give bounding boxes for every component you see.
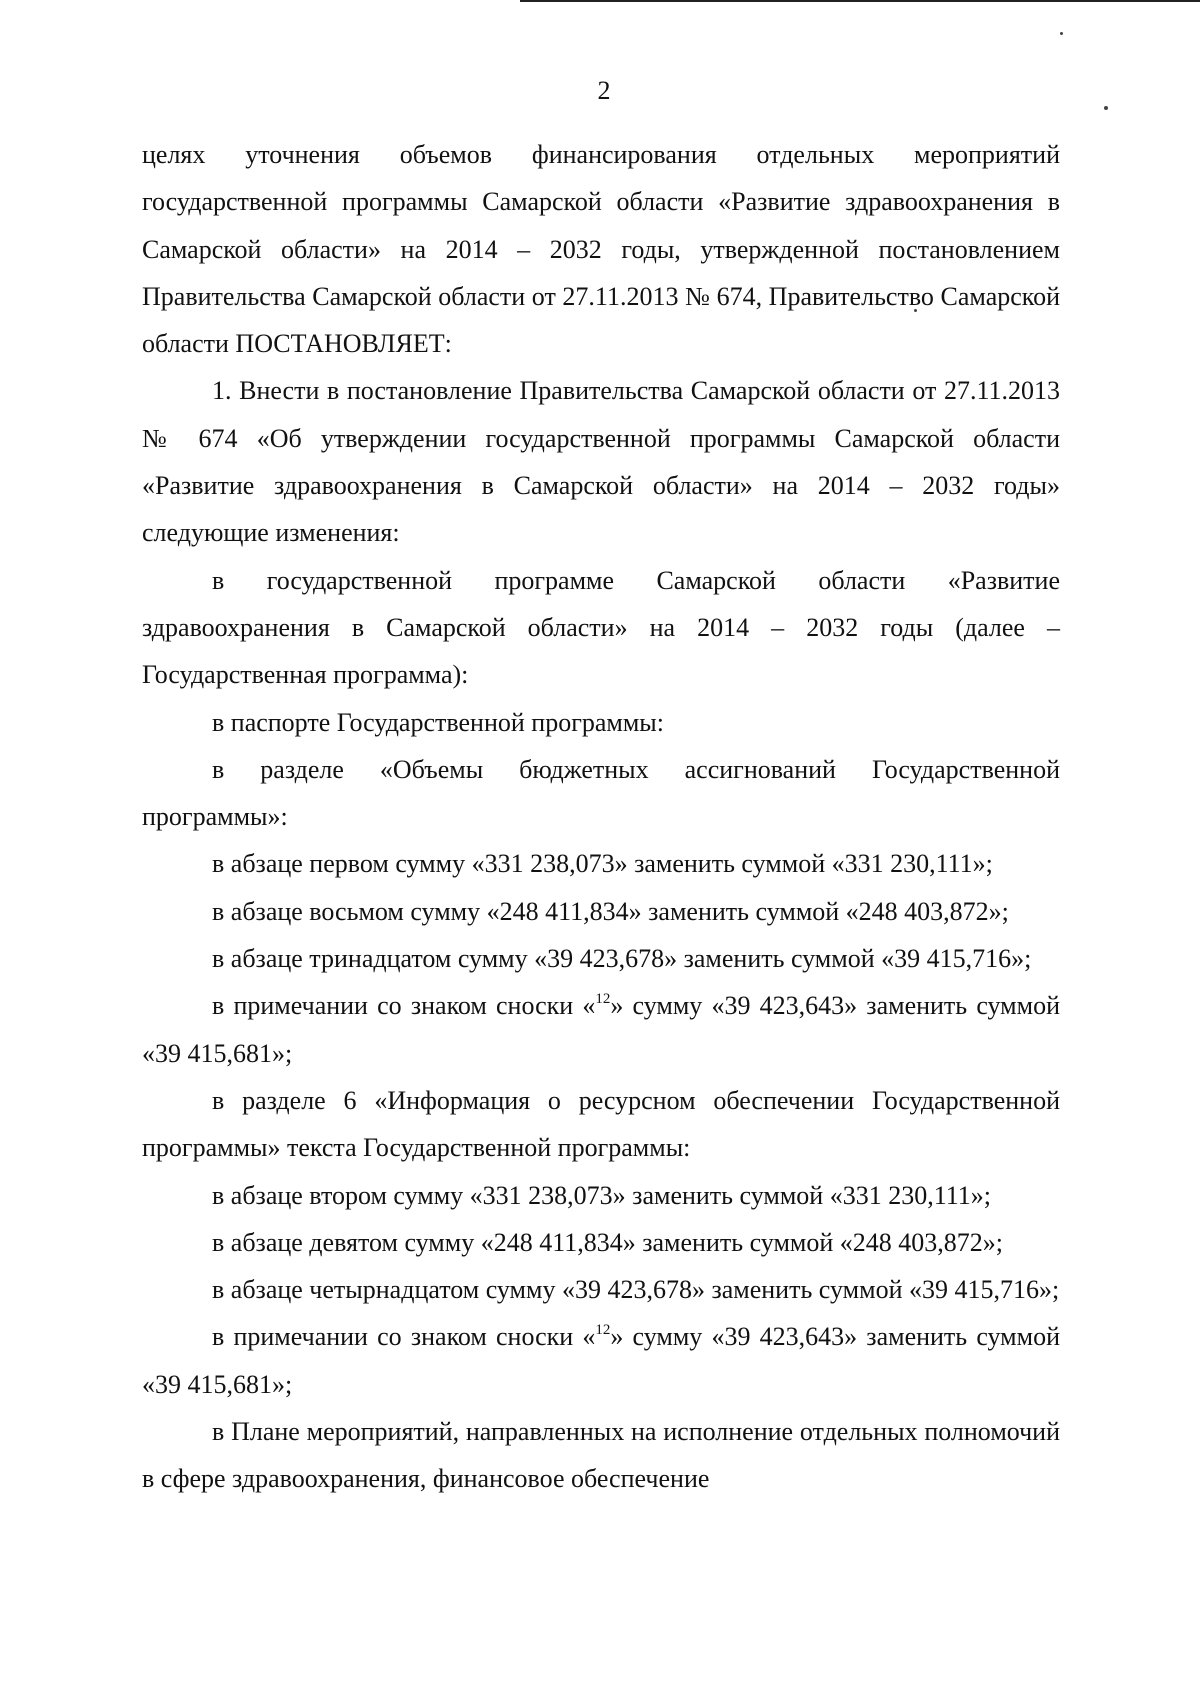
footnote-mark: 12 (595, 991, 611, 1008)
paragraph-with-footnote-ref (142, 1313, 1060, 1408)
paragraph: в Плане мероприятий, направленных на исполнение отдельных полномочий в сфере здравоохранения, финансовое обеспечение (142, 1417, 1060, 1494)
paragraph: в абзаце восьмом сумму «248 411,834» заменить суммой «248 403,872»; (212, 896, 1009, 926)
scan-speck (1060, 32, 1063, 35)
paragraph: в абзаце четырнадцатом сумму «39 423,678» заменить суммой «39 415,716»; (212, 1275, 1060, 1305)
paragraph-with-footnote-ref (142, 982, 1060, 1077)
paragraph: в разделе «Объемы бюджетных ассигнований Государственной программы»: (142, 754, 1060, 832)
paragraph: в паспорте Государственной программы: (212, 707, 664, 737)
paragraph: 1. Внести в постановление Правительства Самарской области от 27.11.2013 № 674 «Об утверждении государственной программы Самарской области «Развитие здравоохранения в Самарской области» на 2014 – 2032 годы» следующие изменения: (142, 376, 1060, 548)
document-body (142, 131, 1060, 1503)
footnote-text-before: в примечании со знаком сноски « (212, 991, 596, 1021)
paragraph: целях уточнения объемов финансирования отдельных мероприятий государственной программы Самарской области «Развитие здравоохранения в Самарской области» на 2014 – 2032 годы, утвержденной постановлением Правительства Самарской области от 27.11.2013 № 674, Правительство Самарской области ПОСТАНОВЛЯЕТ: (142, 140, 1060, 359)
footnote-text-after: » сумму «39 423,643» заменить суммой «39 415,681»; (142, 991, 1060, 1068)
footnote-text-before: в примечании со знаком сноски « (212, 1322, 596, 1352)
paragraph: в абзаце втором сумму «331 238,073» заменить суммой «331 230,111»; (212, 1180, 991, 1210)
paragraph: в разделе 6 «Информация о ресурсном обеспечении Государственной программы» текста Государственной программы: (142, 1085, 1060, 1163)
footnote-mark: 12 (595, 1322, 611, 1339)
paragraph: в государственной программе Самарской области «Развитие здравоохранения в Самарской области» на 2014 – 2032 годы (далее – Государственная программа): (142, 565, 1060, 690)
page-number: 2 (597, 76, 611, 105)
paragraph: в абзаце девятом сумму «248 411,834» заменить суммой «248 403,872»; (212, 1227, 1003, 1257)
paragraph: в абзаце первом сумму «331 238,073» заменить суммой «331 230,111»; (212, 849, 993, 879)
paragraph: в абзаце тринадцатом сумму «39 423,678» заменить суммой «39 415,716»; (212, 944, 1032, 974)
footnote-text-after: » сумму «39 423,643» заменить суммой «39 415,681»; (142, 1322, 1060, 1399)
page-top-edge-line (520, 0, 1200, 2)
